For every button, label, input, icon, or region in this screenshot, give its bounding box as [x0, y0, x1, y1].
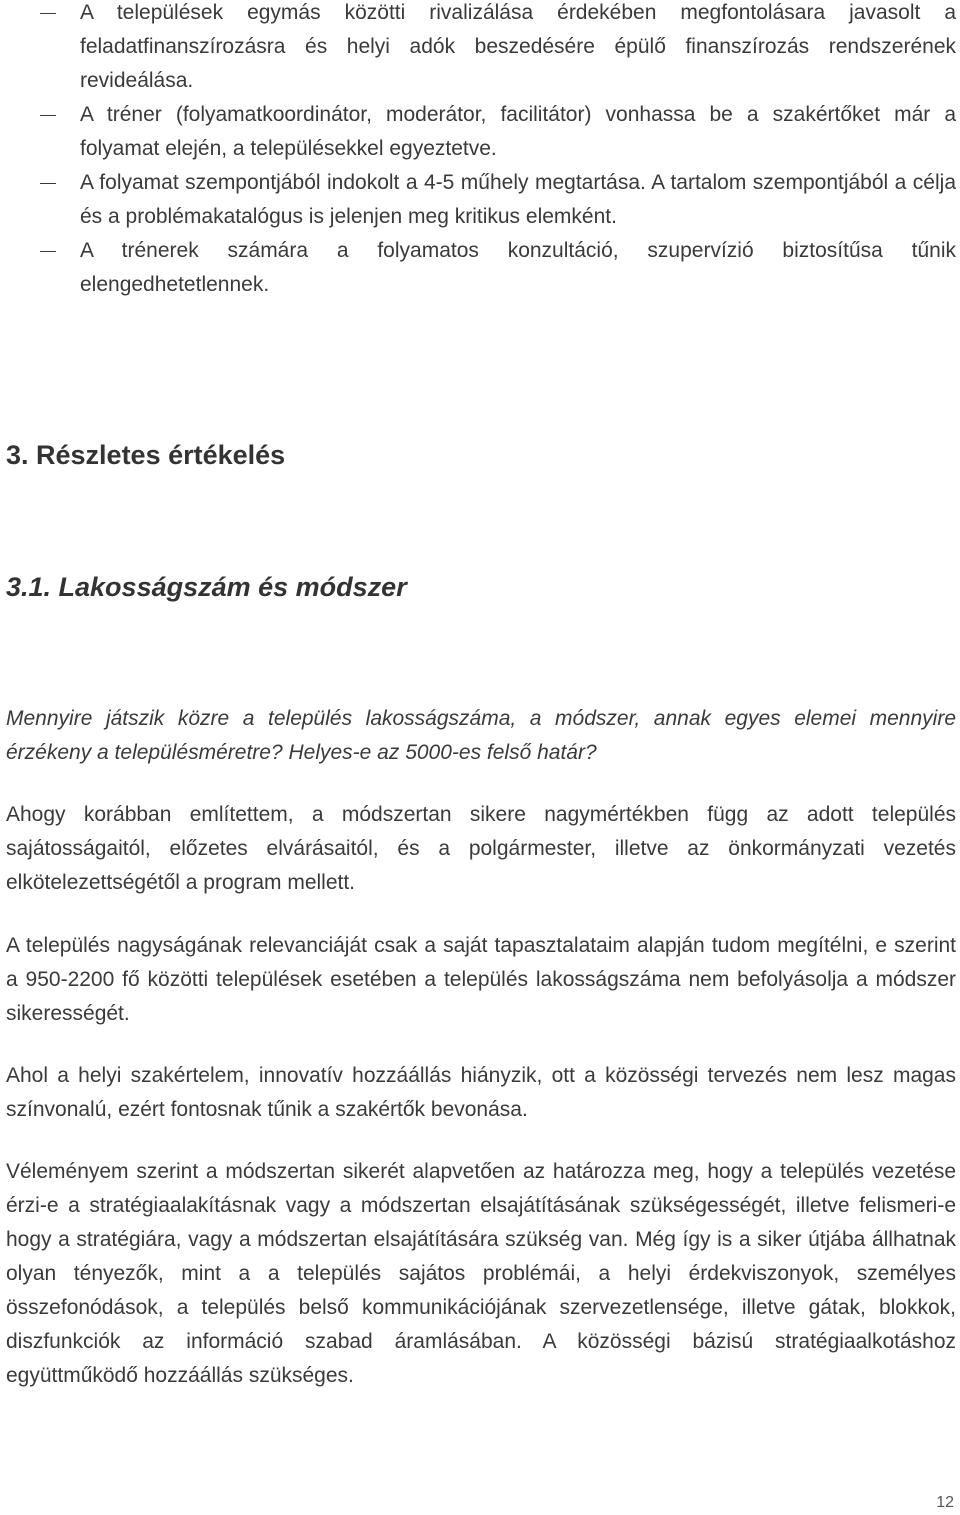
bullet-item	[0, 166, 960, 234]
bullet-item	[0, 0, 960, 98]
dash-bullet-icon	[40, 183, 56, 184]
paragraph: Ahogy korábban említettem, a módszertan sikere nagymértékben függ az adott település sajátosságaitól, előzetes elvárásaitól, és a polgármester, illetve az önkormányzati vezetés elkötelezettségétől a program mellett.	[6, 803, 956, 894]
section-heading: 3. Részletes értékelés	[6, 440, 286, 470]
bullet-text: A folyamat szempontjából indokolt a 4-5 műhely megtartása. A tartalom szempontjából a célja és a problémakatalógus is jelenjen meg kritikus elemként.	[80, 171, 956, 228]
dash-bullet-icon	[40, 251, 56, 252]
bullet-item	[0, 234, 960, 302]
bullet-text: A települések egymás közötti rivalizálása érdekében megfontolásara javasolt a feladatfinanszírozásra és helyi adók beszedésére épülő finanszírozás rendszerének revideálása.	[80, 1, 956, 92]
page-number: 12	[936, 1494, 954, 1511]
bullet-text: A trénerek számára a folyamatos konzultáció, szupervízió biztosítűsa tűnik elengedhetetlennek.	[80, 239, 956, 296]
bullet-list	[0, 0, 960, 302]
dash-bullet-icon	[40, 13, 56, 14]
paragraph: Ahol a helyi szakértelem, innovatív hozzáállás hiányzik, ott a közösségi tervezés nem lesz magas színvonalú, ezért fontosnak tűnik a szakértők bevonása.	[6, 1064, 956, 1121]
paragraph: A település nagyságának relevanciáját csak a saját tapasztalataim alapján tudom megítélni, e szerint a 950-2200 fő közötti települések esetében a település lakosságszáma nem befolyásolja a módszer sikerességét.	[6, 934, 956, 1025]
dash-bullet-icon	[40, 115, 56, 116]
question-text: Mennyire játszik közre a település lakosságszáma, a módszer, annak egyes elemei mennyire érzékeny a településméretre? Helyes-e az 5000-es felső határ?	[6, 707, 956, 764]
paragraph: Véleményem szerint a módszertan sikerét alapvetően az határozza meg, hogy a település vezetése érzi-e a stratégiaalakításnak vagy a módszertan elsajátításának szükségességét, illetve felismeri-e hogy a stratégiára, vagy a módszertan elsajátítására szükség van. Még így is a siker útjába állhatnak olyan tényezők, mint a a település sajátos problémái, a helyi érdekviszonyok, személyes összefonódások, a település belső kommunikációjának szervezetlensége, illetve gátak, blokkok, diszfunkciók az információ szabad áramlásában. A közösségi bázisú stratégiaalkotáshoz együttműködő hozzáállás szükséges.	[6, 1160, 956, 1387]
bullet-item	[0, 98, 960, 166]
subsection-heading: 3.1. Lakosságszám és módszer	[6, 572, 407, 602]
bullet-text: A tréner (folyamatkoordinátor, moderátor, facilitátor) vonhassa be a szakértőket már a folyamat elején, a településekkel egyeztetve.	[80, 103, 956, 160]
